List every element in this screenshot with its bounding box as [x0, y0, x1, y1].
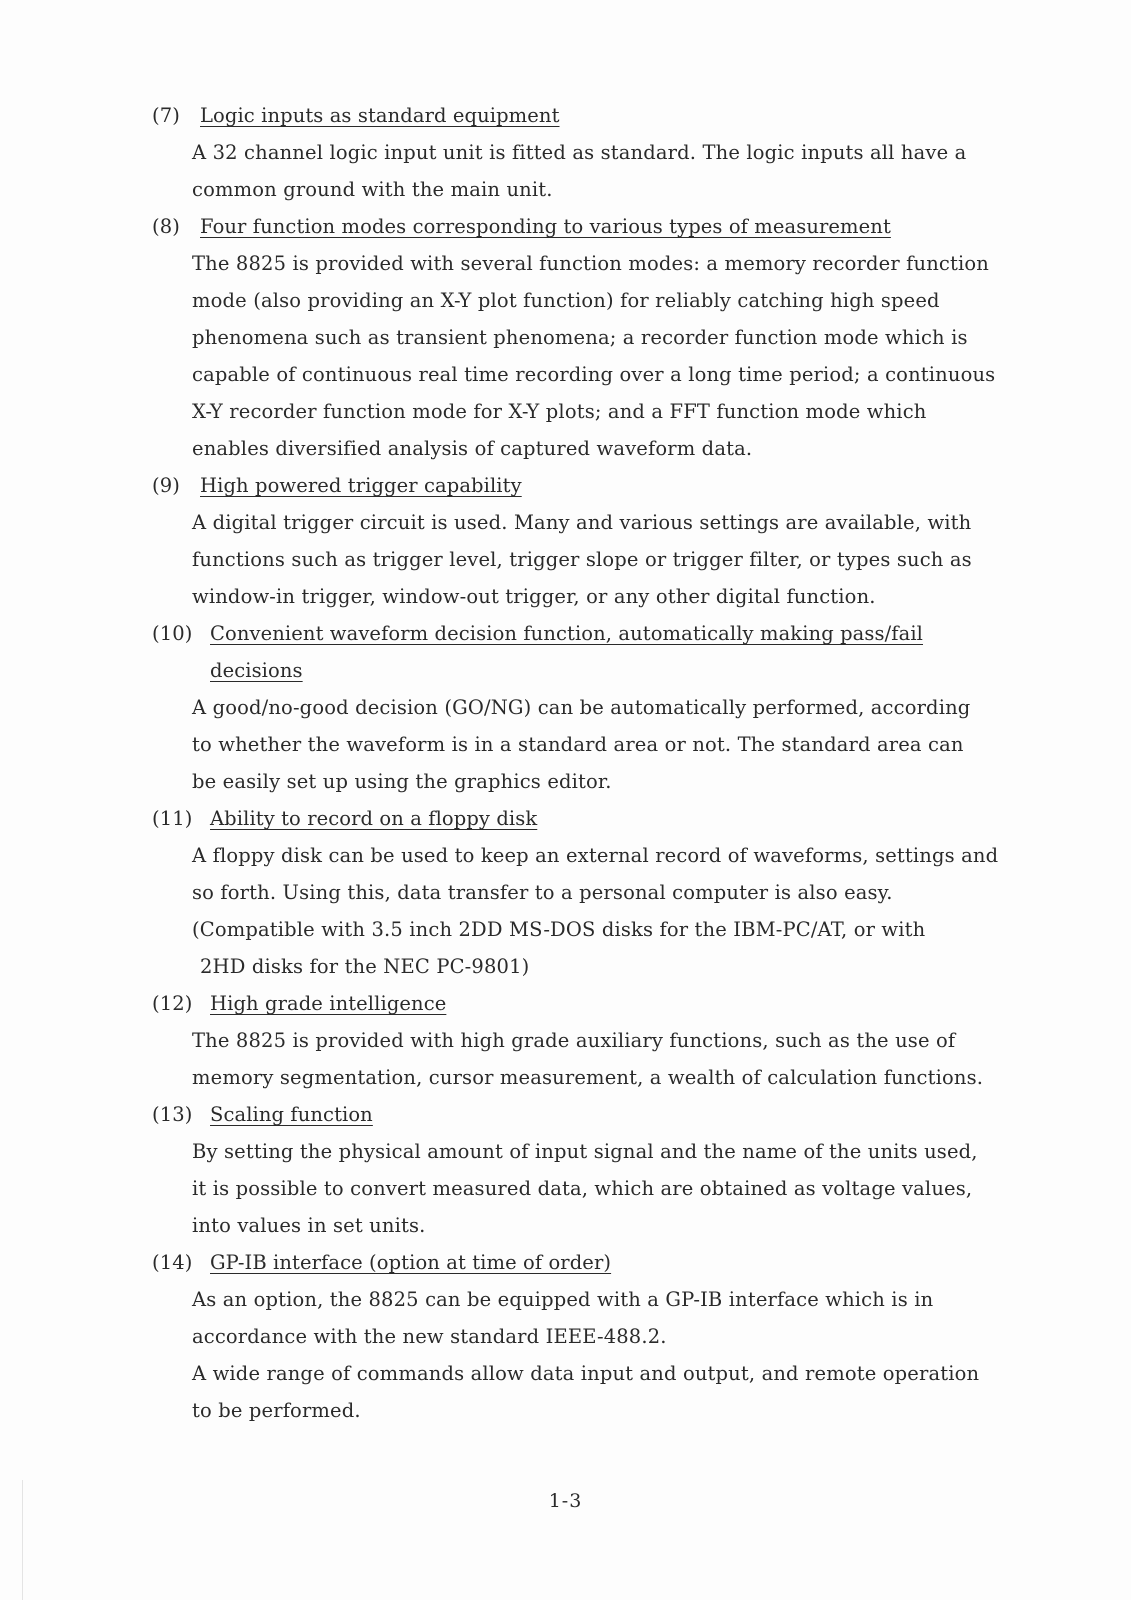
feature-description: [192, 134, 1032, 208]
description-line: accordance with the new standard IEEE-488.2.: [192, 1325, 667, 1348]
feature-description: [192, 689, 1032, 800]
feature-title: High grade intelligence: [210, 992, 447, 1015]
feature-title: High powered trigger capability: [200, 474, 522, 497]
description-line: capable of continuous real time recording over a long time period; a continuous: [192, 363, 996, 386]
feature-item-11: [152, 800, 1032, 985]
feature-item-9: [152, 467, 1032, 615]
feature-heading: [152, 467, 1032, 504]
feature-item-12: [152, 985, 1032, 1096]
feature-item-14: [152, 1244, 1032, 1429]
feature-description: [192, 1281, 1032, 1429]
description-line: into values in set units.: [192, 1214, 426, 1237]
feature-heading: [152, 1096, 1032, 1133]
description-line: The 8825 is provided with several function modes: a memory recorder function: [192, 252, 989, 275]
feature-item-13: [152, 1096, 1032, 1244]
feature-title: Ability to record on a floppy disk: [210, 807, 538, 830]
description-line: A good/no-good decision (GO/NG) can be automatically performed, according: [192, 696, 971, 719]
feature-description: [192, 1133, 1032, 1244]
feature-number: (7): [152, 104, 180, 127]
feature-title: GP-IB interface (option at time of order): [210, 1251, 612, 1274]
feature-number: (9): [152, 474, 180, 497]
feature-number: (11): [152, 807, 193, 830]
feature-number: (13): [152, 1103, 193, 1126]
description-line: A 32 channel logic input unit is fitted as standard. The logic inputs all have a: [192, 141, 967, 164]
feature-description: [192, 504, 1032, 615]
feature-heading: [152, 208, 1032, 245]
description-line: enables diversified analysis of captured waveform data.: [192, 437, 753, 460]
feature-title: [210, 615, 970, 689]
feature-title: Four function modes corresponding to various types of measurement: [200, 215, 891, 238]
description-line: A digital trigger circuit is used. Many and various settings are available, with: [192, 511, 972, 534]
description-line: phenomena such as transient phenomena; a recorder function mode which is: [192, 326, 968, 349]
feature-number: (10): [152, 622, 193, 645]
description-line: common ground with the main unit.: [192, 178, 553, 201]
feature-heading: [152, 800, 1032, 837]
feature-number: (8): [152, 215, 180, 238]
feature-heading: [152, 985, 1032, 1022]
description-line: to whether the waveform is in a standard area or not. The standard area can: [192, 733, 964, 756]
feature-description: [192, 837, 1032, 985]
description-line: As an option, the 8825 can be equipped with a GP-IB interface which is in: [192, 1288, 934, 1311]
description-line: A wide range of commands allow data input and output, and remote operation: [192, 1362, 980, 1385]
feature-heading: [152, 1244, 1032, 1281]
page-number: 1-3: [548, 1490, 583, 1512]
feature-item-10: [152, 615, 1032, 800]
description-line: it is possible to convert measured data, which are obtained as voltage values,: [192, 1177, 973, 1200]
description-line: mode (also providing an X-Y plot function) for reliably catching high speed: [192, 289, 940, 312]
description-line: By setting the physical amount of input signal and the name of the units used,: [192, 1140, 978, 1163]
feature-title-line: decisions: [210, 659, 303, 682]
feature-title: Logic inputs as standard equipment: [200, 104, 560, 127]
description-line: (Compatible with 3.5 inch 2DD MS-DOS disks for the IBM-PC/AT, or with: [192, 918, 926, 941]
description-line: so forth. Using this, data transfer to a personal computer is also easy.: [192, 881, 893, 904]
description-line: window-in trigger, window-out trigger, or any other digital function.: [192, 585, 876, 608]
description-line: 2HD disks for the NEC PC-9801): [200, 955, 530, 978]
description-line: be easily set up using the graphics editor.: [192, 770, 612, 793]
feature-description: [192, 245, 1032, 467]
feature-description: [192, 1022, 1032, 1096]
feature-heading: [152, 615, 1032, 689]
feature-number: (14): [152, 1251, 193, 1274]
feature-number: (12): [152, 992, 193, 1015]
feature-list: [152, 97, 1032, 1429]
description-line: memory segmentation, cursor measurement, a wealth of calculation functions.: [192, 1066, 984, 1089]
feature-title-line: Convenient waveform decision function, automatically making pass/fail: [210, 622, 923, 645]
description-line: functions such as trigger level, trigger slope or trigger filter, or types such as: [192, 548, 972, 571]
feature-title: Scaling function: [210, 1103, 373, 1126]
description-line: A floppy disk can be used to keep an external record of waveforms, settings and: [192, 844, 999, 867]
feature-item-8: [152, 208, 1032, 467]
feature-heading: [152, 97, 1032, 134]
description-line: The 8825 is provided with high grade auxiliary functions, such as the use of: [192, 1029, 956, 1052]
feature-item-7: [152, 97, 1032, 208]
description-line: to be performed.: [192, 1399, 361, 1422]
description-line: X-Y recorder function mode for X-Y plots; and a FFT function mode which: [192, 400, 927, 423]
